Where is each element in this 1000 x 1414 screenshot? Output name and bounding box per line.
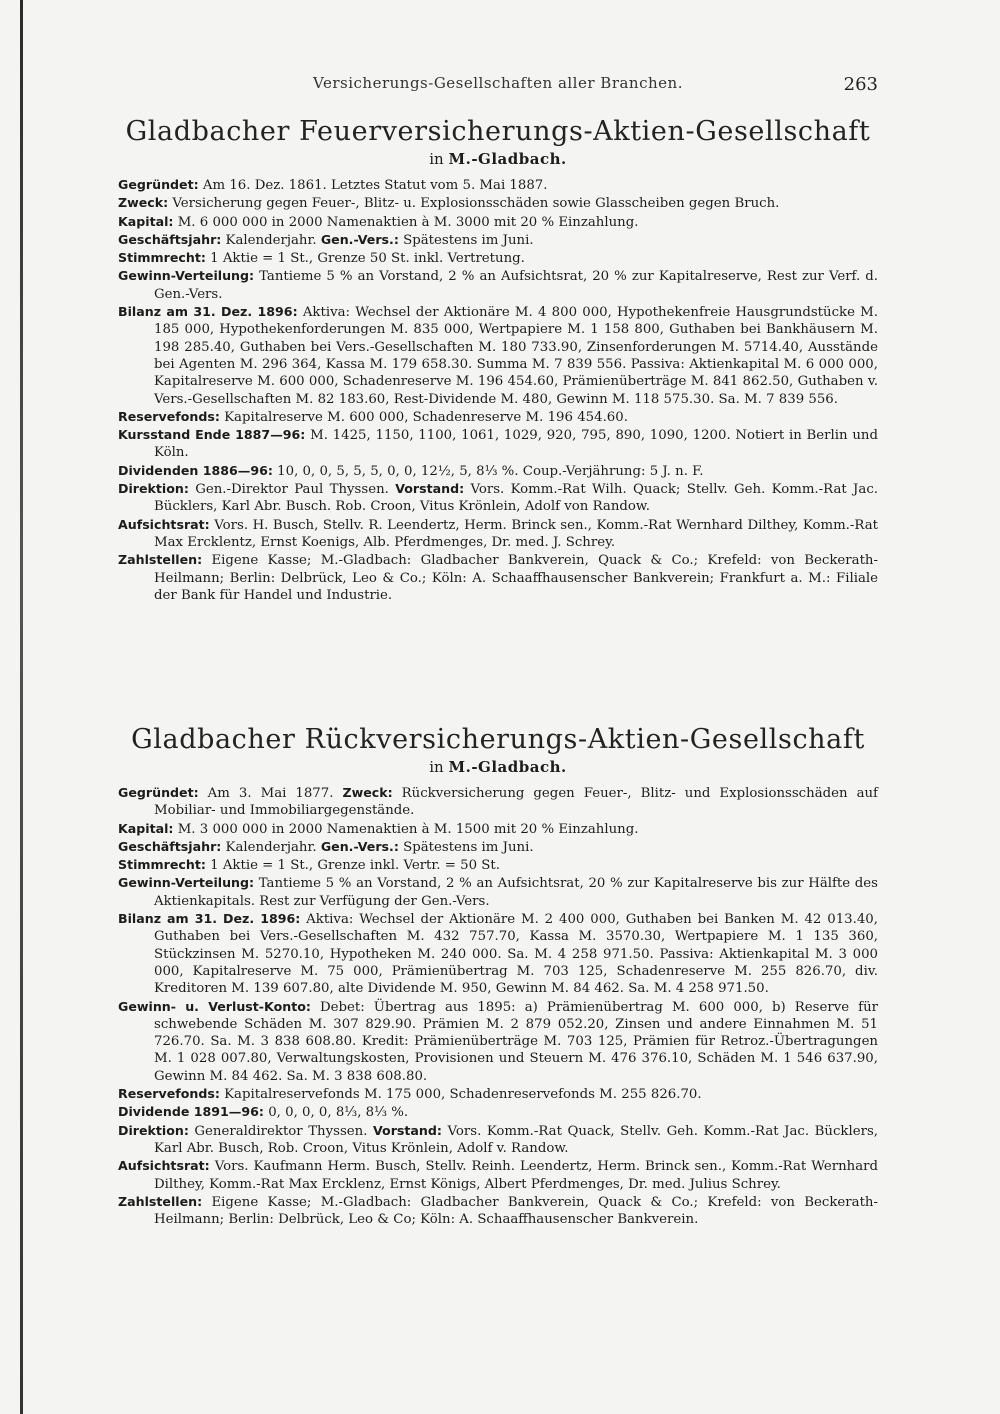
entry-text: Vors. Komm.-Rat Wilh. Quack; Stellv. Geh. Komm.-Rat Jac. Bücklers, Karl Abr. Busch. Rob. Croon, Vitus Krönlein, Adolf von Randow. bbox=[154, 482, 878, 515]
entry-text: Eigene Kasse; M.-Gladbach: Gladbacher Bankverein, Quack & Co.; Krefeld: von Beckerath-Heilmann; Berlin: Delbrück, Leo & Co; Köln: A. Schaaffhausenscher Bankverein. bbox=[154, 1194, 878, 1228]
entry-text: Aktiva: Wechsel der Aktionäre M. 2 400 000, Guthaben bei Banken M. 42 013.40, Guthaben bei Vers.-Gesellschaften M. 432 757.70, Kassa M. 3570.30, Wertpapiere M. 1 135 360, Stückzinsen M. 5270.10, Hypotheken M. 240 000. Sa. M. 4 258 971.50. Passiva: Aktienkapital M. 3 000 000, Kapitalreserve M. 75 000, Prämienübertrag M. 703 125, Schadenreserve M. 255 826.70, div. Kreditoren M. 139 607.80, alte Dividende M. 950, Gewinn M. 84 462. Sa. M. 4 258 971.50. bbox=[154, 912, 878, 997]
entry-text: Kalenderjahr. bbox=[221, 839, 321, 855]
entry-text: Eigene Kasse; M.-Gladbach: Gladbacher Bankverein, Quack & Co.; Krefeld: von Beckerath-Heilmann; Berlin: Delbrück, Leo & Co.; Köln: A. Schaaffhausenscher Bankverein; Frankfurt a. M.: Filiale der Bank für Handel und Industrie. bbox=[154, 553, 878, 603]
entry-paragraph bbox=[118, 856, 878, 874]
entry-text: M. 1425, 1150, 1100, 1061, 1029, 920, 795, 890, 1090, 1200. Notiert in Berlin und Köln. bbox=[154, 428, 878, 461]
entry-paragraph bbox=[118, 1103, 878, 1121]
company-entry-feuerversicherung bbox=[118, 116, 878, 604]
entry-paragraph bbox=[118, 462, 878, 480]
entry-key: Vorstand: bbox=[373, 1122, 442, 1138]
entry-paragraph bbox=[118, 249, 878, 267]
entry-paragraph bbox=[118, 874, 878, 910]
entry-paragraph bbox=[118, 231, 878, 249]
entry-key: Kapital: bbox=[118, 820, 174, 836]
entry-text: 10, 0, 0, 5, 5, 5, 0, 0, 12½, 5, 8⅓ %. Coup.-Verjährung: 5 J. n. F. bbox=[272, 463, 704, 479]
entry-key: Aufsichtsrat: bbox=[118, 1158, 210, 1174]
entry-paragraph bbox=[118, 1193, 878, 1229]
entry-text: Kalenderjahr. bbox=[221, 232, 321, 248]
entry-text: Versicherung gegen Feuer-, Blitz- u. Explosionsschäden sowie Glasscheiben gegen Bruch. bbox=[168, 196, 780, 212]
entry-key: Gegründet: bbox=[118, 177, 199, 192]
company-title: Gladbacher Rückversicherungs-Aktien-Gesellschaft bbox=[131, 724, 865, 755]
entry-key: Zahlstellen: bbox=[118, 552, 203, 568]
entry-key: Kursstand Ende 1887—96: bbox=[118, 427, 306, 443]
page-header bbox=[118, 74, 878, 100]
company-entry-rueckversicherung bbox=[118, 724, 878, 1228]
entry-text: Generaldirektor Thyssen. bbox=[188, 1123, 373, 1139]
entry-text: M. 3 000 000 in 2000 Namenaktien à M. 1500 mit 20 % Einzahlung. bbox=[173, 821, 639, 837]
entry-key: Dividende 1891—96: bbox=[118, 1104, 264, 1120]
entry-paragraph bbox=[118, 784, 878, 820]
entry-list bbox=[118, 784, 878, 1228]
entry-paragraph bbox=[118, 838, 878, 856]
entry-key: Stimmrecht: bbox=[118, 250, 206, 266]
entry-paragraph bbox=[118, 1122, 878, 1158]
entry-key: Zweck: bbox=[118, 195, 169, 211]
entry-paragraph bbox=[118, 176, 878, 194]
entry-list bbox=[118, 176, 878, 604]
entry-paragraph bbox=[118, 998, 878, 1085]
entry-paragraph bbox=[118, 551, 878, 604]
entry-text: Spätestens im Juni. bbox=[398, 839, 534, 855]
entry-text: Vors. H. Busch, Stellv. R. Leendertz, Herm. Brinck sen., Komm.-Rat Wernhard Dilthey, Komm.-Rat Max Ercklentz, Ernst Koenigs, Alb. Pferdmenges, Dr. med. J. Schrey. bbox=[154, 517, 878, 550]
entry-key: Gewinn- u. Verlust-Konto: bbox=[118, 998, 311, 1014]
location-city: M.-Gladbach. bbox=[448, 758, 567, 776]
entry-text: Tantieme 5 % an Vorstand, 2 % an Aufsichtsrat, 20 % zur Kapitalreserve, Rest zur Verf. d. Gen.-Vers. bbox=[154, 269, 878, 302]
entry-key: Vorstand: bbox=[395, 481, 465, 497]
entry-key: Kapital: bbox=[118, 213, 174, 229]
entry-paragraph bbox=[118, 820, 878, 838]
entry-paragraph bbox=[118, 910, 878, 997]
location-prefix: in bbox=[429, 758, 444, 776]
entry-text: Spätestens im Juni. bbox=[398, 232, 534, 248]
entry-key: Zahlstellen: bbox=[118, 1193, 203, 1209]
entry-key: Zweck: bbox=[342, 785, 393, 800]
company-location bbox=[118, 150, 878, 168]
entry-paragraph bbox=[118, 1157, 878, 1193]
entry-text: Kapitalreservefonds M. 175 000, Schadenreservefonds M. 255 826.70. bbox=[219, 1087, 702, 1103]
entry-text: M. 6 000 000 in 2000 Namenaktien à M. 3000 mit 20 % Einzahlung. bbox=[173, 214, 639, 230]
scan-edge-line bbox=[20, 0, 23, 1414]
entry-key: Direktion: bbox=[118, 1122, 189, 1138]
entry-paragraph bbox=[118, 1085, 878, 1103]
entry-text: Kapitalreserve M. 600 000, Schadenreserve M. 196 454.60. bbox=[219, 409, 628, 425]
entry-text: Rückversicherung gegen Feuer-, Blitz- und Explosionsschäden auf Mobiliar- und Immobiliargegenstände. bbox=[154, 786, 878, 819]
entry-paragraph bbox=[118, 516, 878, 552]
entry-text: 1 Aktie = 1 St., Grenze 50 St. inkl. Vertretung. bbox=[205, 251, 525, 267]
entry-key: Reservefonds: bbox=[118, 408, 220, 424]
entry-key: Geschäftsjahr: bbox=[118, 231, 222, 247]
entry-text: Am 3. Mai 1877. bbox=[198, 786, 343, 801]
entry-key: Gen.-Vers.: bbox=[320, 838, 399, 854]
entry-key: Gewinn-Verteilung: bbox=[118, 268, 255, 284]
entry-text: Vors. Kaufmann Herm. Busch, Stellv. Reinh. Leendertz, Herm. Brinck sen., Komm.-Rat Wernhard Dilthey, Komm.-Rat Max Ercklenz, Ernst Königs, Albert Pferdmenges, Dr. med. Julius Schrey. bbox=[154, 1159, 878, 1192]
company-location bbox=[118, 758, 878, 776]
entry-key: Direktion: bbox=[118, 481, 189, 497]
entry-text: Vors. Komm.-Rat Quack, Stellv. Geh. Komm.-Rat Jac. Bücklers, Karl Abr. Busch, Rob. Croon, Vitus Krönlein, Adolf v. Randow. bbox=[154, 1123, 878, 1156]
entry-paragraph bbox=[118, 213, 878, 231]
entry-key: Gen.-Vers.: bbox=[320, 231, 399, 247]
running-head: Versicherungs-Gesellschaften aller Branchen. bbox=[313, 74, 683, 92]
entry-key: Reservefonds: bbox=[118, 1086, 220, 1102]
entry-paragraph bbox=[118, 408, 878, 426]
entry-key: Stimmrecht: bbox=[118, 857, 206, 873]
company-title: Gladbacher Feuerversicherungs-Aktien-Gesellschaft bbox=[125, 116, 871, 147]
entry-key: Gewinn-Verteilung: bbox=[118, 875, 255, 891]
location-city: M.-Gladbach. bbox=[448, 150, 567, 168]
entry-key: Dividenden 1886—96: bbox=[118, 462, 273, 478]
entry-paragraph bbox=[118, 194, 878, 212]
entry-text: Aktiva: Wechsel der Aktionäre M. 4 800 000, Hypothekenfreie Hausgrundstücke M. 185 000, Hypothekenforderungen M. 835 000, Wertpapiere M. 1 158 800, Guthaben bei Bankhäusern M. 198 285.40, Guthaben bei Vers.-Gesellschaften M. 180 733.90, Zinsenforderungen M. 5714.40, Ausstände bei Agenten M. 296 364, Kassa M. 179 658.30. Summa M. 7 839 556. Passiva: Aktienkapital M. 6 000 000, Kapitalreserve M. 600 000, Schadenreserve M. 196 454.60, Prämienüberträge M. 841 862.50, Guthaben v. Vers.-Gesellschaften M. 82 183.60, Rest-Dividende M. 480, Gewinn M. 118 575.30. Sa. M. 7 839 556. bbox=[154, 305, 878, 407]
entry-text: 0, 0, 0, 0, 8⅓, 8⅓ %. bbox=[263, 1105, 409, 1121]
entry-text: Gen.-Direktor Paul Thyssen. bbox=[188, 482, 396, 498]
entry-paragraph bbox=[118, 303, 878, 408]
entry-text: Debet: Übertrag aus 1895: a) Prämienübertrag M. 600 000, b) Reserve für schwebende Schäden M. 307 829.90. Prämien M. 2 879 052.20, Zinsen und andere Einnahmen M. 51 726.70. Sa. M. 3 838 608.80. Kredit: Prämienüberträge M. 703 125, Prämien für Retroz.-Übertragungen M. 1 028 007.80, Verwaltungskosten, Provisionen und Steuern M. 476 376.10, Schäden M. 1 546 637.90, Gewinn M. 84 462. Sa. M. 3 838 608.80. bbox=[154, 999, 878, 1084]
page-number: 263 bbox=[843, 74, 878, 95]
entry-key: Aufsichtsrat: bbox=[118, 516, 210, 532]
entry-paragraph bbox=[118, 267, 878, 303]
entry-key: Gegründet: bbox=[118, 785, 199, 800]
entry-text: Am 16. Dez. 1861. Letztes Statut vom 5. Mai 1887. bbox=[198, 178, 548, 193]
entry-text: 1 Aktie = 1 St., Grenze inkl. Vertr. = 50 St. bbox=[205, 858, 500, 874]
entry-key: Bilanz am 31. Dez. 1896: bbox=[118, 911, 301, 927]
entry-text: Tantieme 5 % an Vorstand, 2 % an Aufsichtsrat, 20 % zur Kapitalreserve bis zur Hälfte des Aktienkapitals. Rest zur Verfügung der Gen.-Vers. bbox=[154, 876, 878, 909]
entry-key: Geschäftsjahr: bbox=[118, 838, 222, 854]
location-prefix: in bbox=[429, 150, 444, 168]
entry-key: Bilanz am 31. Dez. 1896: bbox=[118, 304, 298, 320]
entry-paragraph bbox=[118, 480, 878, 516]
entry-paragraph bbox=[118, 426, 878, 462]
